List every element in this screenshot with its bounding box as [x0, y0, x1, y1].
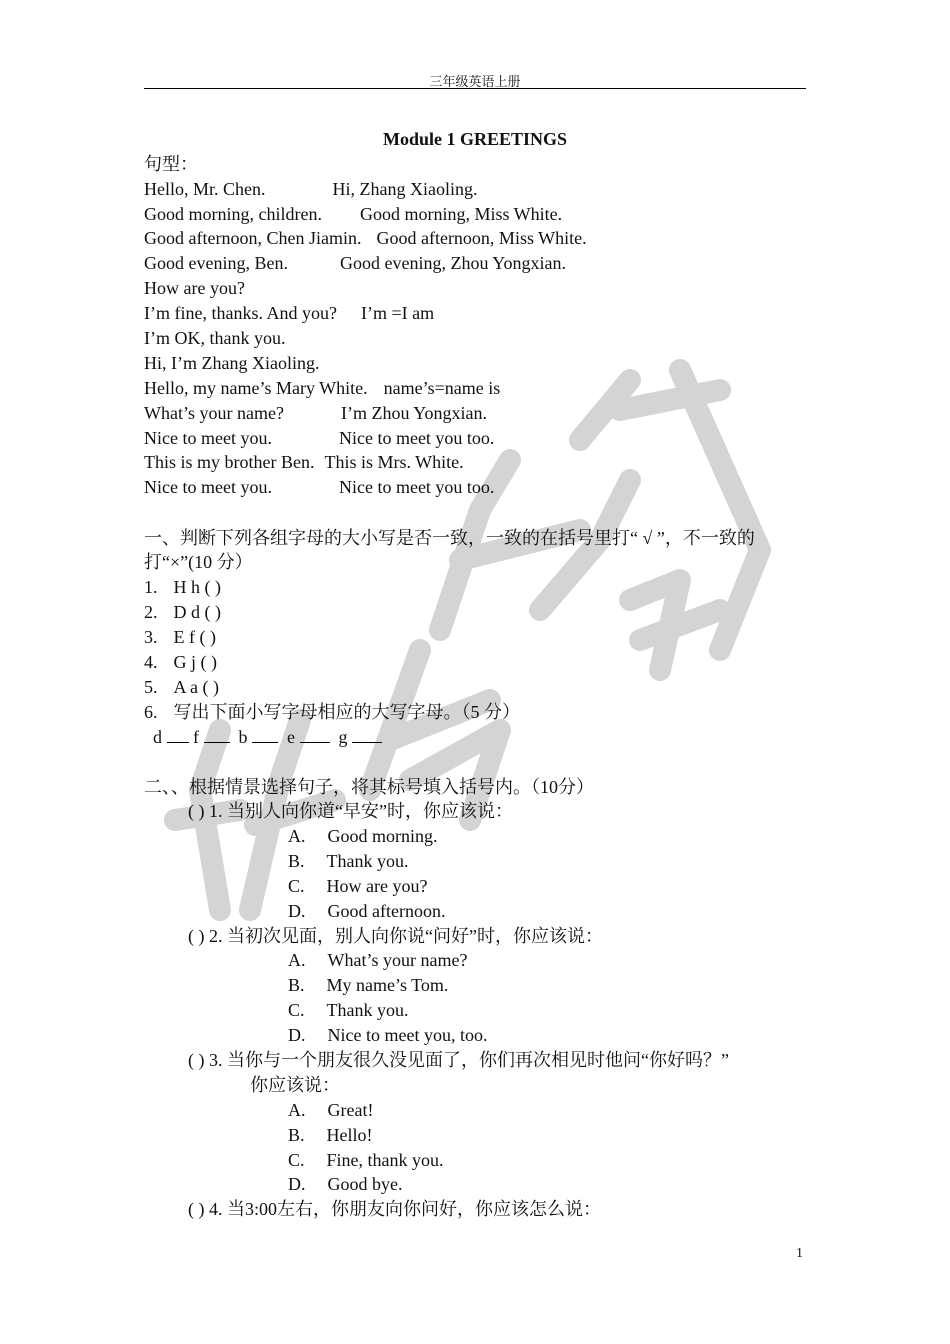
sentence-row: [144, 177, 477, 201]
option[interactable]: [288, 1098, 373, 1122]
question-prompt: ( ) 1. 当别人向你道“早安”时，你应该说：: [188, 801, 513, 821]
sentence-a: I’m fine, thanks. And you?: [144, 303, 337, 323]
sentence-row: [144, 376, 500, 400]
option-letter: A.: [288, 1100, 306, 1120]
item-number: 4.: [144, 652, 158, 672]
item-number: 1.: [144, 577, 158, 597]
option[interactable]: [288, 899, 445, 923]
option-text: Nice to meet you, too.: [327, 1025, 488, 1045]
option-text: Fine, thank you.: [326, 1150, 444, 1170]
sentence-b: This is Mrs. White.: [324, 452, 464, 472]
item-text: H h ( ): [173, 577, 221, 597]
sentence-b: Nice to meet you too.: [338, 428, 495, 448]
option-letter: B.: [288, 851, 305, 871]
option-letter: D.: [288, 1174, 306, 1194]
option[interactable]: [288, 824, 438, 848]
sentence-a: Hello, my name’s Mary White.: [144, 378, 368, 398]
sentence-b: I’m Zhou Yongxian.: [340, 403, 487, 423]
document-title: Module 1 GREETINGS: [382, 129, 568, 149]
sentence-b: Good morning, Miss White.: [359, 204, 563, 224]
sentence-b: Good evening, Zhou Yongxian.: [339, 253, 566, 273]
item-text: A a ( ): [173, 677, 219, 697]
option[interactable]: [288, 1148, 444, 1172]
question-item: [144, 700, 520, 724]
page-header: 三年级英语上册: [429, 74, 521, 89]
option-text: What’s your name?: [327, 950, 468, 970]
item-text: D d ( ): [173, 602, 221, 622]
sentence-a: I’m OK, thank you.: [144, 328, 286, 348]
sentence-a: Good afternoon, Chen Jiamin.: [144, 228, 362, 248]
sentence-row: [144, 450, 464, 474]
option-text: My name’s Tom.: [326, 975, 449, 995]
option[interactable]: [288, 1172, 403, 1196]
item-text: E f ( ): [173, 627, 216, 647]
sentence-b: name’s=name is: [383, 378, 501, 398]
section1-heading-cont: 打“×”(10 分）: [144, 552, 253, 572]
sentence-a: Hello, Mr. Chen.: [144, 179, 266, 199]
question-item: [144, 600, 221, 624]
sentence-b: Hi, Zhang Xiaoling.: [332, 179, 478, 199]
option-text: Thank you.: [326, 1000, 409, 1020]
section1-heading: 一、判断下列各组字母的大小写是否一致，一致的在括号里打“ √ ”，不一致的: [144, 528, 755, 548]
sentence-row: [144, 276, 245, 300]
letter: b: [238, 727, 248, 747]
option[interactable]: [288, 1023, 487, 1047]
item-number: 2.: [144, 602, 158, 622]
option[interactable]: [288, 948, 467, 972]
question-prompt: ( ) 2. 当初次见面，别人向你说“问好”时，你应该说：: [188, 926, 603, 946]
sentence-a: Nice to meet you.: [144, 477, 272, 497]
question-prompt: ( ) 3. 当你与一个朋友很久没见面了，你们再次相见时他问“你好吗？”: [188, 1050, 729, 1070]
question-prompt-cont: 你应该说：: [250, 1075, 340, 1095]
sentence-row: [144, 326, 285, 350]
letter-blank[interactable]: [300, 726, 330, 743]
question-item: [144, 675, 219, 699]
option[interactable]: [288, 1123, 373, 1147]
sentence-b: I’m =I am: [360, 303, 435, 323]
sentence-a: Good morning, children.: [144, 204, 322, 224]
item-number: 6.: [144, 702, 158, 722]
question-item: [144, 650, 217, 674]
sentence-b: Nice to meet you too.: [338, 477, 495, 497]
letter-blank[interactable]: [352, 726, 382, 743]
question-item: [144, 625, 216, 649]
sentence-row: [144, 226, 587, 250]
option-text: Great!: [327, 1100, 374, 1120]
option-text: Good bye.: [327, 1174, 403, 1194]
sentence-row: [144, 351, 319, 375]
option[interactable]: [288, 998, 409, 1022]
question-prompt: ( ) 4. 当3:00左右，你朋友向你问好，你应该怎么说：: [188, 1199, 601, 1219]
sentence-row: [144, 251, 566, 275]
sentence-row: [144, 426, 494, 450]
option-letter: B.: [288, 1125, 305, 1145]
sentence-a: This is my brother Ben.: [144, 452, 315, 472]
option-letter: A.: [288, 826, 306, 846]
option-letter: C.: [288, 876, 305, 896]
page-number: 1: [796, 1246, 803, 1261]
option-letter: B.: [288, 975, 305, 995]
sentence-a: How are you?: [144, 278, 245, 298]
section2-heading: 二、、根据情景选择句子，将其标号填入括号内。（10分）: [144, 777, 594, 797]
option-text: Hello!: [326, 1125, 373, 1145]
sentence-label: 句型：: [144, 154, 198, 174]
option-text: Good afternoon.: [327, 901, 446, 921]
letter-blank[interactable]: [167, 726, 189, 743]
header-rule: [144, 88, 806, 89]
item-number: 3.: [144, 627, 158, 647]
letter-blank[interactable]: [204, 726, 230, 743]
sentence-a: Good evening, Ben.: [144, 253, 288, 273]
option-letter: C.: [288, 1000, 305, 1020]
question-item: [144, 575, 221, 599]
sentence-a: What’s your name?: [144, 403, 284, 423]
letter: e: [287, 727, 295, 747]
sentence-row: [144, 202, 562, 226]
sentence-row: [144, 401, 487, 425]
option-letter: D.: [288, 901, 306, 921]
option[interactable]: [288, 849, 409, 873]
option-text: How are you?: [326, 876, 428, 896]
letter: f: [193, 727, 199, 747]
sentence-row: [144, 301, 434, 325]
sentence-a: Nice to meet you.: [144, 428, 272, 448]
letter: d: [153, 727, 162, 747]
item-text: 写出下面小写字母相应的大写字母。（5 分）: [173, 702, 520, 722]
option-text: Thank you.: [326, 851, 409, 871]
option-letter: A.: [288, 950, 306, 970]
item-text: G j ( ): [173, 652, 217, 672]
option[interactable]: [288, 874, 427, 898]
sentence-a: Hi, I’m Zhang Xiaoling.: [144, 353, 320, 373]
sentence-row: [144, 475, 494, 499]
option-text: Good morning.: [327, 826, 438, 846]
option[interactable]: [288, 973, 448, 997]
option-letter: C.: [288, 1150, 305, 1170]
letter: g: [338, 727, 348, 747]
letter-blanks: [153, 725, 382, 749]
item-number: 5.: [144, 677, 158, 697]
sentence-b: Good afternoon, Miss White.: [376, 228, 587, 248]
option-letter: D.: [288, 1025, 306, 1045]
letter-blank[interactable]: [252, 726, 278, 743]
